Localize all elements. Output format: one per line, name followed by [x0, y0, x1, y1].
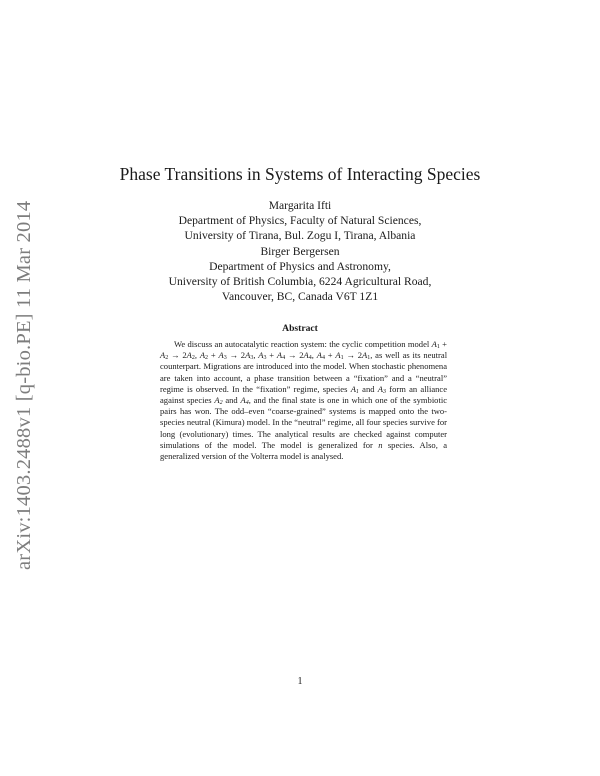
species-a2: $A_2$ [214, 395, 223, 407]
abstract-intro: We discuss an autocatalytic reaction system: the cyclic competition model [174, 339, 430, 349]
author-affiliation: Vancouver, BC, Canada V6T 1Z1 [221, 290, 379, 304]
author-affiliation: Department of Physics, Faculty of Natural Sciences, [178, 214, 422, 228]
author-name: Birger Bergersen [260, 244, 340, 258]
abstract-heading: Abstract [282, 323, 318, 334]
author-affiliation: University of British Columbia, 6224 Agricultural Road, [168, 275, 432, 289]
arxiv-identifier: arXiv:1403.2488v1 [q-bio.PE] 11 Mar 2014 [13, 200, 35, 570]
abstract-body-4: species. Also, a generalized version of the Volterra model is analysed. [160, 439, 447, 462]
abstract-text: We discuss an autocatalytic reaction system: the cyclic competition model $A_1 + A_2 \to 2A_2$, $A_2 + A_3 \to 2A_3$, $A_3 + A_4 \to 2A_4$, $A_4 + A_1 \to 2A_1$, as well as its neutral counterpart. Migrations are introduced into the model. When stochastic phenomena are taken into account, a phase transition between a “fixation” and a “neutral” regime is observed. In the “fixation” regime, species $A_1$ and $A_3$ form an alliance against species $A_2$ and $A_4$, and the final state is one in which one of the symbiotic pairs has won. The odd–even “coarse-grained” systems is mapped onto the two-species neutral (Kimura) model. In the “neutral” regime, all four species survive for long (evolutionary) times. The analytical results are checked against computer simulations of the model. The model is generalized for n species. Also, a generalized version of the Volterra model is analysed. [160, 339, 448, 462]
author-block [0, 198, 600, 304]
abstract-body-3: , and the final state is one in which one of the symbiotic pairs has won. The odd–even “coarse-grained” systems is mapped onto the two-species neutral (Kimura) model. In the “neutral” regime, all four species survive for long (evolutionary) times. The analytical results are checked against computer simulations of the model. The model is generalized for [160, 395, 448, 450]
paper-title: Phase Transitions in Systems of Interacting Species [119, 164, 481, 184]
author-affiliation: University of Tirana, Bul. Zogu I, Tirana, Albania [184, 229, 416, 243]
author-name: Margarita Ifti [268, 199, 332, 212]
reaction-equations: $A_1 + A_2 \to 2A_2$, $A_2 + A_3 \to 2A_3$, $A_3 + A_4 \to 2A_4$, $A_4 + A_1 \to 2A_1$ [160, 339, 447, 362]
species-a3: $A_3$ [377, 383, 386, 395]
abstract-body-2: form an alliance against species [160, 383, 447, 406]
author-affiliation: Department of Physics and Astronomy, [209, 259, 391, 273]
species-a4: $A_4$ [240, 395, 249, 407]
page-number: 1 [297, 676, 303, 687]
n-symbol: n [378, 439, 383, 450]
species-a1: $A_1$ [350, 383, 359, 395]
abstract-body-1: , as well as its neutral counterpart. Migrations are introduced into the model. When stochastic phenomena are taken into account, a phase transition between a “fixation” and a “neutral” regime is observed. In the “fixation” regime, species [160, 350, 448, 394]
